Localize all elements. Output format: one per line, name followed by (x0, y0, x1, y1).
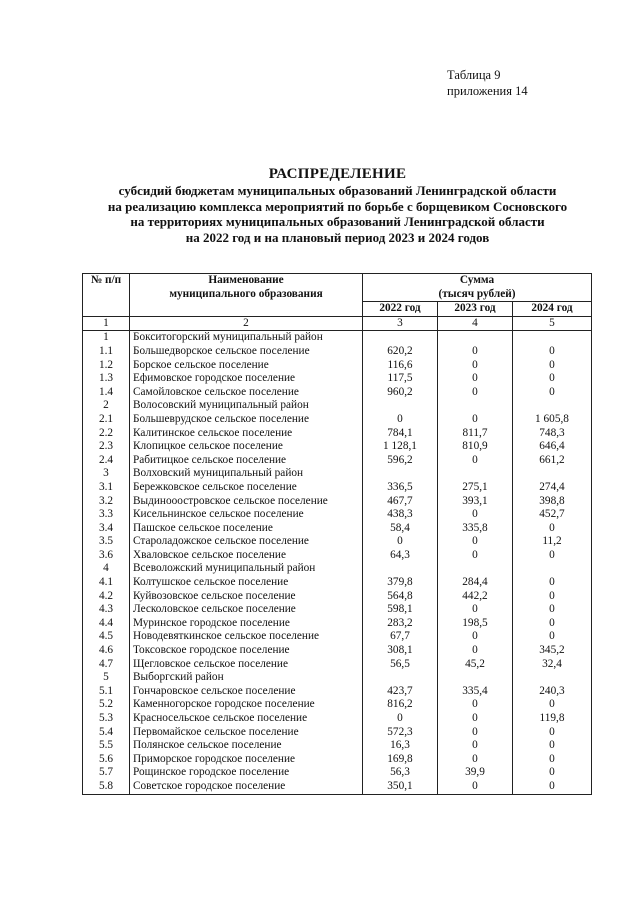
amount-2024 (513, 467, 592, 481)
amount-2022: 467,7 (363, 495, 438, 509)
amount-2022: 117,5 (363, 372, 438, 386)
amount-2022: 58,4 (363, 522, 438, 536)
amount-2022: 620,2 (363, 345, 438, 359)
row-number: 4.5 (83, 630, 130, 644)
amount-2024: 274,4 (513, 481, 592, 495)
subtitle-line-3: на территориях муниципальных образований Ленинградской области (130, 214, 545, 229)
column-header-name-line1: Наименование (208, 274, 284, 286)
row-number: 2.2 (83, 427, 130, 441)
amount-2022 (363, 671, 438, 685)
row-number: 5.3 (83, 712, 130, 726)
amount-2024: 32,4 (513, 658, 592, 672)
row-number: 5.8 (83, 780, 130, 794)
amount-2024: 0 (513, 549, 592, 563)
amount-2024: 398,8 (513, 495, 592, 509)
amount-2022: 283,2 (363, 617, 438, 631)
amount-2024: 0 (513, 726, 592, 740)
municipality-name: Самойловское сельское поселение (130, 386, 363, 400)
amount-2022: 16,3 (363, 739, 438, 753)
row-number: 5.4 (83, 726, 130, 740)
amount-2022: 56,3 (363, 766, 438, 780)
amount-2023: 335,4 (438, 685, 513, 699)
table-row (83, 590, 592, 604)
table-row (83, 671, 592, 685)
amount-2024: 0 (513, 522, 592, 536)
amount-2022: 1 128,1 (363, 440, 438, 454)
column-index: 5 (513, 316, 592, 331)
municipality-name: Полянское сельское поселение (130, 739, 363, 753)
row-number: 2.3 (83, 440, 130, 454)
column-header-sum (363, 274, 592, 302)
table-row (83, 644, 592, 658)
amount-2022: 572,3 (363, 726, 438, 740)
table-row (83, 576, 592, 590)
amount-2022: 0 (363, 535, 438, 549)
amount-2023: 0 (438, 739, 513, 753)
row-number: 1.1 (83, 345, 130, 359)
municipality-name: Рощинское городское поселение (130, 766, 363, 780)
row-number: 3.6 (83, 549, 130, 563)
amount-2022: 438,3 (363, 508, 438, 522)
subtitle-line-4: на 2022 год и на плановый период 2023 и 2024 годов (185, 229, 490, 245)
table-row (83, 440, 592, 454)
amount-2022 (363, 467, 438, 481)
table-row (83, 522, 592, 536)
municipality-name: Ефимовское городское поселение (130, 372, 363, 386)
amount-2024: 0 (513, 753, 592, 767)
amount-2024: 661,2 (513, 454, 592, 468)
row-number: 4.6 (83, 644, 130, 658)
amount-2023: 0 (438, 603, 513, 617)
municipality-name: Куйвозовское сельское поселение (130, 590, 363, 604)
amount-2023: 0 (438, 359, 513, 373)
column-index: 2 (130, 316, 363, 331)
row-number: 5 (83, 671, 130, 685)
amount-2023: 275,1 (438, 481, 513, 495)
row-number: 3.4 (83, 522, 130, 536)
amount-2023: 393,1 (438, 495, 513, 509)
amount-2024: 0 (513, 372, 592, 386)
row-number: 4.7 (83, 658, 130, 672)
amount-2024: 0 (513, 698, 592, 712)
amount-2023: 45,2 (438, 658, 513, 672)
municipality-name: Лесколовское сельское поселение (130, 603, 363, 617)
row-number: 4.3 (83, 603, 130, 617)
amount-2023: 0 (438, 630, 513, 644)
table-row (83, 780, 592, 794)
amount-2022: 0 (363, 712, 438, 726)
municipality-name: Всеволожский муниципальный район (130, 562, 363, 576)
amount-2024: 748,3 (513, 427, 592, 441)
amount-2022: 56,5 (363, 658, 438, 672)
row-number: 2.1 (83, 413, 130, 427)
municipality-name: Бокситогорский муниципальный район (130, 331, 363, 345)
amount-2023: 0 (438, 454, 513, 468)
amount-2023: 810,9 (438, 440, 513, 454)
amount-2023 (438, 331, 513, 345)
row-number: 2 (83, 399, 130, 413)
amount-2024: 11,2 (513, 535, 592, 549)
municipality-name: Красносельское сельское поселение (130, 712, 363, 726)
amount-2024 (513, 331, 592, 345)
table-row (83, 766, 592, 780)
municipality-name: Приморское городское поселение (130, 753, 363, 767)
column-header-sum-line1: Сумма (459, 274, 495, 286)
subtitle-line-2: на реализацию комплекса мероприятий по борьбе с борщевиком Сосновского (107, 198, 568, 214)
table-row (83, 399, 592, 413)
table-row (83, 549, 592, 563)
amount-2024: 0 (513, 630, 592, 644)
amount-2023 (438, 562, 513, 576)
amount-2022 (363, 562, 438, 576)
amount-2022: 350,1 (363, 780, 438, 794)
table-row (83, 345, 592, 359)
amount-2023 (438, 467, 513, 481)
municipality-name: Муринское городское поселение (130, 617, 363, 631)
row-number: 1 (83, 331, 130, 345)
municipality-name: Борское сельское поселение (130, 359, 363, 373)
column-header-year-2023: 2023 год (438, 302, 513, 317)
table-row (83, 535, 592, 549)
row-number: 5.1 (83, 685, 130, 699)
table-row (83, 698, 592, 712)
row-number: 4.1 (83, 576, 130, 590)
municipality-name: Волховский муниципальный район (130, 467, 363, 481)
column-header-year-2024: 2024 год (513, 302, 592, 317)
municipality-name: Бережковское сельское поселение (130, 481, 363, 495)
municipality-name: Хваловское сельское поселение (130, 549, 363, 563)
municipality-name: Токсовское городское поселение (130, 644, 363, 658)
row-number: 5.2 (83, 698, 130, 712)
table-row (83, 562, 592, 576)
amount-2024: 119,8 (513, 712, 592, 726)
amount-2022: 336,5 (363, 481, 438, 495)
amount-2024: 0 (513, 590, 592, 604)
row-number: 4 (83, 562, 130, 576)
municipality-name: Советское городское поселение (130, 780, 363, 794)
column-header-sum-line2: (тысяч рублей) (438, 287, 516, 300)
municipality-name: Рабитицкое сельское поселение (130, 454, 363, 468)
municipality-name: Большеврудское сельское поселение (130, 413, 363, 427)
amount-2022: 0 (363, 413, 438, 427)
row-number: 3.2 (83, 495, 130, 509)
table-row (83, 753, 592, 767)
table-row (83, 630, 592, 644)
row-number: 1.2 (83, 359, 130, 373)
amount-2023: 0 (438, 508, 513, 522)
row-number: 5.7 (83, 766, 130, 780)
amount-2022: 169,8 (363, 753, 438, 767)
amount-2024: 0 (513, 617, 592, 631)
municipality-name: Староладожское сельское поселение (130, 535, 363, 549)
amount-2024 (513, 399, 592, 413)
amount-2022: 564,8 (363, 590, 438, 604)
municipality-name: Каменногорское городское поселение (130, 698, 363, 712)
amount-2022: 67,7 (363, 630, 438, 644)
amount-2024: 1 605,8 (513, 413, 592, 427)
column-header-year-2022: 2022 год (363, 302, 438, 317)
amount-2023: 0 (438, 712, 513, 726)
table-row (83, 427, 592, 441)
table-row (83, 685, 592, 699)
table-row (83, 617, 592, 631)
amount-2022: 379,8 (363, 576, 438, 590)
amount-2024: 0 (513, 386, 592, 400)
table-number: Таблица 9 (447, 68, 501, 82)
amount-2024: 0 (513, 780, 592, 794)
amount-2024: 0 (513, 603, 592, 617)
table-row (83, 658, 592, 672)
amount-2023: 335,8 (438, 522, 513, 536)
amount-2023 (438, 671, 513, 685)
amount-2022 (363, 399, 438, 413)
municipality-name: Большедворское сельское поселение (130, 345, 363, 359)
amount-2022: 64,3 (363, 549, 438, 563)
table-row (83, 712, 592, 726)
amount-2023: 0 (438, 698, 513, 712)
municipality-name: Щегловское сельское поселение (130, 658, 363, 672)
municipality-name: Выдинооостровское сельское поселение (130, 495, 363, 509)
municipality-name: Новодевяткинское сельское поселение (130, 630, 363, 644)
amount-2024: 345,2 (513, 644, 592, 658)
column-index: 4 (438, 316, 513, 331)
row-number: 3.1 (83, 481, 130, 495)
distribution-table (82, 273, 592, 795)
table-row (83, 508, 592, 522)
row-number: 3 (83, 467, 130, 481)
table-row (83, 726, 592, 740)
table-row (83, 359, 592, 373)
amount-2023: 0 (438, 345, 513, 359)
row-number: 1.4 (83, 386, 130, 400)
municipality-name: Выборгский район (130, 671, 363, 685)
amount-2022: 423,7 (363, 685, 438, 699)
appendix-reference (447, 67, 528, 99)
amount-2024 (513, 562, 592, 576)
amount-2024: 240,3 (513, 685, 592, 699)
amount-2023: 198,5 (438, 617, 513, 631)
municipality-name: Волосовский муниципальный район (130, 399, 363, 413)
amount-2024: 0 (513, 739, 592, 753)
document-title: РАСПРЕДЕЛЕНИЕ (268, 166, 407, 182)
amount-2024: 0 (513, 766, 592, 780)
amount-2022: 816,2 (363, 698, 438, 712)
amount-2022: 116,6 (363, 359, 438, 373)
amount-2023 (438, 399, 513, 413)
amount-2024: 0 (513, 576, 592, 590)
amount-2022: 784,1 (363, 427, 438, 441)
column-index: 1 (83, 316, 130, 331)
table-row (83, 372, 592, 386)
municipality-name: Первомайское сельское поселение (130, 726, 363, 740)
row-number: 5.5 (83, 739, 130, 753)
table-row (83, 413, 592, 427)
amount-2022: 960,2 (363, 386, 438, 400)
table-row (83, 603, 592, 617)
municipality-name: Гончаровское сельское поселение (130, 685, 363, 699)
amount-2023: 0 (438, 644, 513, 658)
amount-2023: 442,2 (438, 590, 513, 604)
row-number: 2.4 (83, 454, 130, 468)
amount-2024: 452,7 (513, 508, 592, 522)
table-row (83, 454, 592, 468)
amount-2023: 0 (438, 372, 513, 386)
column-index-row (83, 316, 592, 331)
row-number: 5.6 (83, 753, 130, 767)
amount-2022: 308,1 (363, 644, 438, 658)
row-number: 1.3 (83, 372, 130, 386)
table-row (83, 481, 592, 495)
column-header-name-line2: муниципального образования (169, 287, 323, 300)
amount-2024: 0 (513, 345, 592, 359)
amount-2023: 0 (438, 386, 513, 400)
municipality-name: Калитинское сельское поселение (130, 427, 363, 441)
amount-2023: 811,7 (438, 427, 513, 441)
municipality-name: Колтушское сельское поселение (130, 576, 363, 590)
municipality-name: Пашское сельское поселение (130, 522, 363, 536)
subtitle-line-1: субсидий бюджетам муниципальных образований Ленинградской области (118, 183, 557, 198)
amount-2022 (363, 331, 438, 345)
amount-2022: 598,1 (363, 603, 438, 617)
amount-2023: 0 (438, 726, 513, 740)
column-header-name (130, 274, 363, 317)
amount-2022: 596,2 (363, 454, 438, 468)
row-number: 3.5 (83, 535, 130, 549)
municipality-name: Клопицкое сельское поселение (130, 440, 363, 454)
amount-2023: 0 (438, 535, 513, 549)
row-number: 3.3 (83, 508, 130, 522)
table-row (83, 467, 592, 481)
document-heading (60, 165, 615, 245)
municipality-name: Кисельнинское сельское поселение (130, 508, 363, 522)
amount-2023: 0 (438, 780, 513, 794)
amount-2024: 0 (513, 359, 592, 373)
row-number: 4.2 (83, 590, 130, 604)
amount-2023: 0 (438, 413, 513, 427)
appendix-number: приложения 14 (447, 84, 528, 98)
table-row (83, 386, 592, 400)
amount-2024: 646,4 (513, 440, 592, 454)
amount-2023: 39,9 (438, 766, 513, 780)
column-index: 3 (363, 316, 438, 331)
row-number: 4.4 (83, 617, 130, 631)
amount-2024 (513, 671, 592, 685)
amount-2023: 0 (438, 753, 513, 767)
table-row (83, 331, 592, 345)
table-row (83, 739, 592, 753)
amount-2023: 0 (438, 549, 513, 563)
amount-2023: 284,4 (438, 576, 513, 590)
table-body (83, 331, 592, 794)
column-header-number: № п/п (83, 274, 130, 317)
table-row (83, 495, 592, 509)
